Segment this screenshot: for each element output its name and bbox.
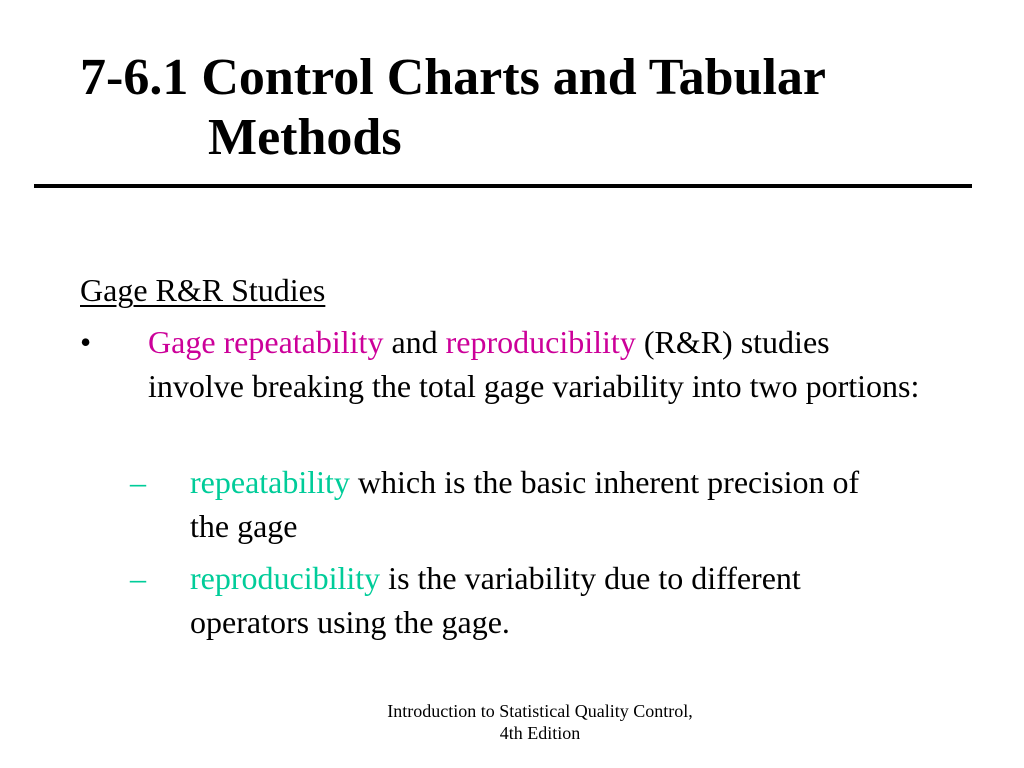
title-divider (34, 184, 972, 188)
sub-item-text (190, 556, 890, 644)
sub-item-description: is the variability due to different operators using the gage. (190, 560, 801, 640)
bullet-text (148, 320, 928, 408)
footer-line-2: 4th Edition (499, 723, 581, 743)
sub-item-marker: – (130, 560, 146, 596)
bullet-text-and: and (383, 324, 446, 360)
term-gage-repeatability: Gage repeatability (148, 324, 384, 360)
slide-title-line-2: Methods (208, 109, 402, 166)
slide-footer (340, 700, 740, 744)
section-heading: Gage R&R Studies (80, 272, 326, 308)
term-repeatability: repeatability (190, 464, 350, 500)
slide-title-line-1: 7-6.1 Control Charts and Tabular (80, 49, 826, 106)
sub-item-description: which is the basic inherent precision of the gage (190, 464, 860, 544)
footer-line-1: Introduction to Statistical Quality Control, (387, 701, 693, 721)
term-reproducibility: reproducibility (445, 324, 636, 360)
bullet-marker: • (80, 324, 92, 360)
term-reproducibility-sub: reproducibility (190, 560, 381, 596)
sub-item-marker: – (130, 464, 146, 500)
slide-title (80, 48, 980, 168)
bullet-text-rest: (R&R) studies involve breaking the total gage variability into two portions: (148, 324, 920, 404)
sub-item-text (190, 460, 890, 548)
